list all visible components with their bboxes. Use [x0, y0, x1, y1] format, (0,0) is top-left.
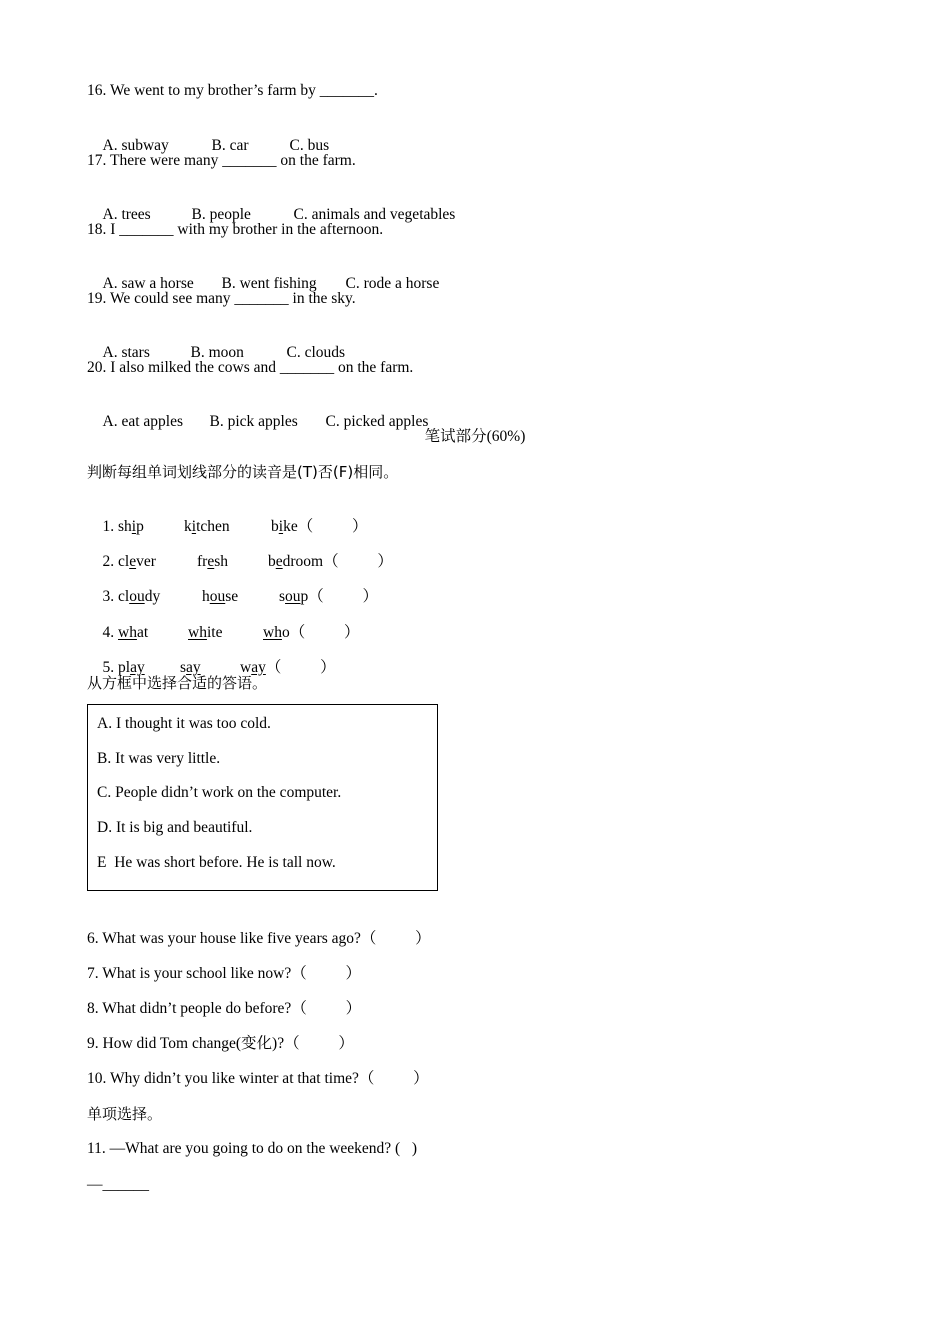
option: C. rode a horse	[345, 275, 440, 292]
option: A. saw a horse	[102, 275, 194, 292]
option: C. picked apples	[325, 413, 429, 430]
match-question: 6. What was your house like five years ago?（ ）	[87, 930, 431, 947]
option: C. clouds	[286, 344, 346, 361]
match-question: 7. What is your school like now?（ ）	[87, 965, 361, 982]
option: C. bus	[289, 137, 330, 154]
word: soup	[279, 588, 309, 605]
phonics-row-4: 4. what white who（ ）	[102, 624, 360, 641]
option: B. pick apples	[209, 413, 298, 430]
choose-instruction: 从方框中选择合适的答语。	[87, 674, 268, 692]
question-18: 18. I _______ with my brother in the afternoon.	[87, 221, 384, 238]
word: clever	[118, 553, 156, 570]
phonics-row-1: 1. ship kitchen bike（ ）	[102, 518, 368, 535]
word: cloudy	[118, 588, 161, 605]
option: B. went fishing	[221, 275, 317, 292]
option: C. animals and vegetables	[293, 206, 456, 223]
answer-paren: （ ）	[289, 624, 360, 641]
match-question: 10. Why didn’t you like winter at that time?（ ）	[87, 1070, 429, 1087]
box-option: E He was short before. He is tall now.	[97, 854, 336, 871]
word: what	[118, 624, 149, 641]
answer-paren: （ ）	[360, 930, 431, 947]
phonics-instruction: 判断每组单词划线部分的读音是(T)否(F)相同。	[87, 463, 399, 481]
answer-paren: （ ）	[291, 965, 361, 982]
phonics-row-2: 2. clever fresh bedroom（ ）	[102, 553, 393, 570]
option: B. moon	[190, 344, 244, 361]
question-17: 17. There were many _______ on the farm.	[87, 152, 356, 169]
phonics-row-3: 3. cloudy house soup（ ）	[102, 588, 379, 605]
option: A. subway	[102, 137, 169, 154]
answer-paren: （ ）	[284, 1035, 354, 1052]
answer-paren: （ ）	[308, 588, 379, 605]
box-option: C. People didn’t work on the computer.	[97, 784, 342, 801]
answer-paren: （ ）	[297, 518, 368, 535]
word: play	[118, 659, 145, 676]
word: house	[202, 588, 239, 605]
option: B. car	[211, 137, 249, 154]
word: bike	[271, 518, 298, 535]
answer-paren: （ ）	[265, 659, 336, 676]
answer-paren: （ ）	[291, 1000, 362, 1017]
word: white	[188, 624, 223, 641]
option: A. stars	[102, 344, 150, 361]
box-option: A. I thought it was too cold.	[97, 715, 271, 732]
question-19: 19. We could see many _______ in the sky.	[87, 290, 356, 307]
section-title: 笔试部分(60%)	[424, 428, 526, 445]
word: say	[180, 659, 201, 676]
box-option: B. It was very little.	[97, 750, 221, 767]
box-option: D. It is big and beautiful.	[97, 819, 253, 836]
option: A. trees	[102, 206, 151, 223]
answer-box	[87, 704, 438, 891]
answer-paren: （ ）	[323, 553, 393, 570]
word: kitchen	[184, 518, 230, 535]
question-16: 16. We went to my brother’s farm by _______.	[87, 82, 378, 99]
phonics-row-5: 5. play say way（ ）	[102, 659, 336, 676]
answer-paren: （ ）	[358, 1070, 429, 1087]
question-11-answer: —______	[87, 1176, 149, 1193]
option: B. people	[191, 206, 251, 223]
question-11: 11. —What are you going to do on the weekend? ( )	[87, 1140, 417, 1157]
option: A. eat apples	[102, 413, 183, 430]
question-20: 20. I also milked the cows and _______ on the farm.	[87, 359, 414, 376]
word: bedroom	[268, 553, 324, 570]
match-question: 8. What didn’t people do before?（ ）	[87, 1000, 362, 1017]
word: fresh	[197, 553, 229, 570]
match-question: 9. How did Tom change(变化)?（ ）	[87, 1035, 354, 1052]
word: ship	[118, 518, 144, 535]
word: who	[263, 624, 290, 641]
word: way	[240, 659, 266, 676]
single-choice-instruction: 单项选择。	[87, 1105, 163, 1123]
